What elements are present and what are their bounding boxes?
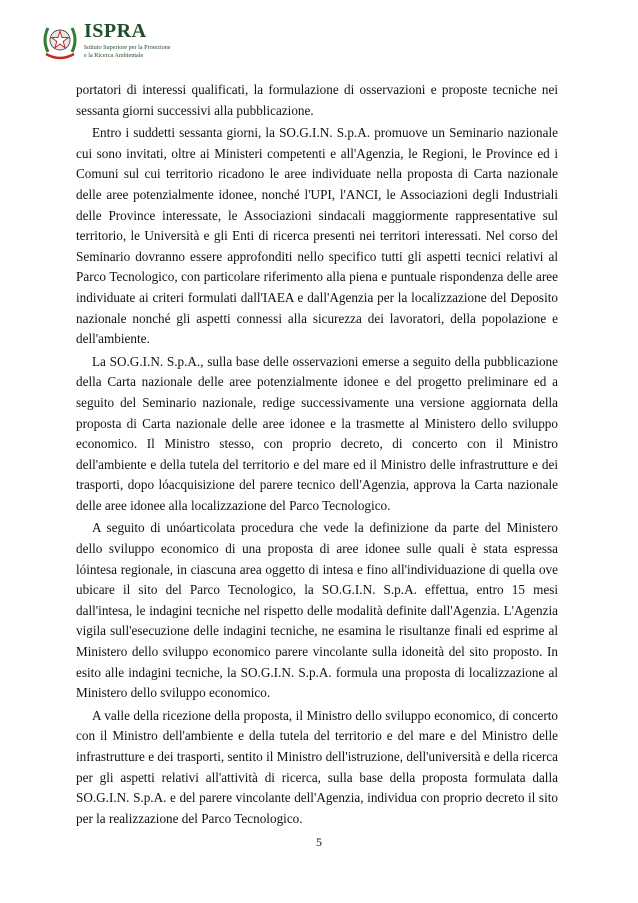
page-number: 5	[316, 835, 322, 849]
paragraph-2: Entro i suddetti sessanta giorni, la SO.G.I.N. S.p.A. promuove un Seminario nazionale cui sono invitati, oltre ai Ministeri competenti e all'Agenzia, le Regioni, le Province ed i Comuni sul cui territorio ricadono le aree individuate nella proposta di Carta nazionale delle aree potenzialmente idonee, nonché l'UPI, l'ANCI, le Associazioni degli Industriali delle Province interessate, le Associazioni sindacali maggiormente rappresentative sul territorio, le Università e gli Enti di ricerca presenti nei territori interessati. Nel corso del Seminario dovranno essere approfonditi nello specifico tutti gli aspetti tecnici relativi al Parco Tecnologico, con particolare riferimento alla piena e puntuale rispondenza delle aree individuate ai criteri formulati dall'IAEA e dall'Agenzia per la localizzazione del Deposito nazionale nonché gli aspetti connessi alla sicurezza dei lavoratori, della popolazione e dell'ambiente.	[76, 125, 558, 347]
brand-name: ISPRA	[84, 20, 147, 42]
paragraph-5: A valle della ricezione della proposta, il Ministro dello sviluppo economico, di concerto con il Ministro dell'ambiente e della tutela del territorio e del mare e del Ministro delle infrastrutture e dei trasporti, sentito il Ministro dell'istruzione, dell'università e della ricerca per gli aspetti relativi all'attività di ricerca, sulla base della proposta formulata dalla SO.G.I.N. S.p.A. e del parere vincolante dell'Agenzia, individua con proprio decreto il sito per la realizzazione del Parco Tecnologico.	[76, 707, 558, 826]
ispra-header	[40, 16, 240, 66]
body-text	[76, 80, 558, 829]
paragraph-4: A seguito di unóarticolata procedura che vede la definizione da parte del Ministero dello sviluppo economico di una proposta di aree idonee sulle quali è stata espressa lóintesa regionale, in ciascuna area oggetto di intesa e fino all'individuazione di quella ove ubicare il sito del Parco Tecnologico, la SO.G.I.N. S.p.A. effettua, entro 15 mesi dall'intesa, le indagini tecniche nel rispetto delle modalità definite dall'Agenzia. L'Agenzia vigila sull'esecuzione delle indagini tecniche, ne esamina le risultanze finali ed esprime al Ministero dello sviluppo economico parere vincolante sulla idoneità del sito proposto. In esito alle indagini tecniche, la SO.G.I.N. S.p.A. formula una proposta di localizzazione al Ministero dello sviluppo economico.	[76, 520, 558, 701]
paragraph-3: La SO.G.I.N. S.p.A., sulla base delle osservazioni emerse a seguito della pubblicazione della Carta nazionale delle aree potenzialmente idonee e del progetto preliminare ed a seguito del Seminario nazionale, redige successivamente una versione aggiornata della proposta di Carta nazionale delle aree idonee e la trasmette al Ministero dello sviluppo economico. Il Ministro stesso, con proprio decreto, di concerto con il Ministro dell'ambiente e della tutela del territorio e del mare ed il Ministro delle infrastrutture e dei trasporti, dopo lóacquisizione del parere tecnico dell'Agenzia, approva la Carta nazionale delle aree idonee alla localizzazione del Parco Tecnologico.	[76, 353, 558, 513]
brand-subtitle-line-2: e la Ricerca Ambientale	[84, 51, 144, 59]
italian-republic-emblem-icon	[40, 18, 80, 62]
paragraph-1: portatori di interessi qualificati, la formulazione di osservazioni e proposte tecniche nei sessanta giorni successivi alla pubblicazione.	[76, 82, 558, 118]
brand-subtitle-line-1: Istituto Superiore per la Protezione	[84, 44, 171, 51]
brand-subtitle	[84, 44, 204, 59]
